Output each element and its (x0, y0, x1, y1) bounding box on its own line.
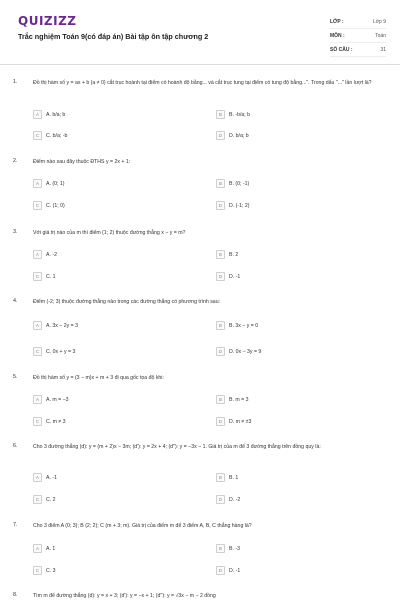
option-a[interactable] (33, 178, 64, 189)
option-text: C. m ≠ 3 (46, 418, 66, 425)
question-number: 3. (13, 229, 18, 235)
option-text: C. 2 (46, 496, 56, 503)
option-letter: A (33, 179, 42, 188)
option-letter: D (216, 417, 225, 426)
option-letter: A (33, 110, 42, 119)
option-text: D. b/a; b (229, 132, 249, 139)
option-letter: C (33, 272, 42, 281)
option-letter: A (33, 250, 42, 259)
option-b[interactable] (216, 320, 258, 331)
meta-value: Toán (375, 32, 386, 39)
option-letter: C (33, 201, 42, 210)
option-d[interactable] (216, 494, 240, 505)
option-b[interactable] (216, 394, 248, 405)
option-text: A. -1 (46, 474, 57, 481)
option-d[interactable] (216, 565, 240, 576)
option-letter: A (33, 544, 42, 553)
option-letter: D (216, 131, 225, 140)
option-letter: D (216, 566, 225, 575)
option-text: A. b/a; b (46, 111, 66, 118)
meta-key: SỐ CÂU : (330, 46, 353, 53)
option-d[interactable] (216, 416, 251, 427)
question-number: 1. (13, 79, 18, 85)
meta-panel (330, 15, 386, 57)
option-b[interactable] (216, 249, 238, 260)
option-letter: A (33, 395, 42, 404)
question-number: 2. (13, 158, 18, 164)
option-text: D. 0x − 3y = 9 (229, 348, 262, 355)
option-d[interactable] (216, 130, 249, 141)
option-c[interactable] (33, 416, 66, 427)
option-letter: D (216, 347, 225, 356)
question-text: Với giá trị nào của m thì điểm (1; 2) thuộc đường thẳng x − y = m? (33, 230, 186, 236)
option-letter: B (216, 321, 225, 330)
option-text: B. 3x − y = 0 (229, 322, 259, 329)
meta-class (330, 15, 386, 29)
option-text: D. m ≠ ±3 (229, 418, 252, 425)
option-letter: B (216, 110, 225, 119)
option-text: D. -1 (229, 273, 241, 280)
option-a[interactable] (33, 249, 57, 260)
option-c[interactable] (33, 346, 75, 357)
option-letter: B (216, 250, 225, 259)
option-letter: C (33, 347, 42, 356)
option-text: B. -b/a; b (229, 111, 251, 118)
question-text: Điểm nào sau đây thuộc ĐTHS y = 2x + 1: (33, 159, 131, 165)
option-text: A. -2 (46, 251, 57, 258)
option-text: D. (-1; 2) (229, 202, 250, 209)
option-a[interactable] (33, 394, 69, 405)
option-c[interactable] (33, 565, 56, 576)
header-divider (0, 64, 400, 65)
option-text: C. (1; 0) (46, 202, 65, 209)
page-title: Trắc nghiệm Toán 9(có đáp án) Bài tập ôn tập chương 2 (18, 32, 209, 41)
option-a[interactable] (33, 543, 55, 554)
option-letter: C (33, 131, 42, 140)
option-letter: B (216, 395, 225, 404)
question-number: 8. (13, 592, 18, 598)
option-text: B. -3 (229, 545, 240, 552)
question-text: Đồ thị hàm số y = (3 − m)x + m + 3 đi qua gốc tọa độ khi: (33, 375, 164, 381)
option-b[interactable] (216, 472, 238, 483)
question-number: 4. (13, 298, 18, 304)
option-letter: D (216, 495, 225, 504)
question-text: Tìm m để đường thẳng (d): y = x + 3; (d'): y = −x + 1; (d''): y = √3x − m − 2 đồng (33, 593, 216, 599)
option-a[interactable] (33, 320, 78, 331)
option-letter: D (216, 201, 225, 210)
option-letter: C (33, 495, 42, 504)
option-c[interactable] (33, 200, 65, 211)
question-text: Điểm (-2; 3) thuộc đường thẳng nào trong các đường thẳng có phương trình sau: (33, 299, 221, 305)
meta-key: LỚP : (330, 18, 344, 25)
option-text: A. (0; 1) (46, 180, 65, 187)
option-a[interactable] (33, 109, 65, 120)
option-text: C. 1 (46, 273, 56, 280)
option-text: B. m = 3 (229, 396, 249, 403)
option-text: C. b/a; -b (46, 132, 68, 139)
option-text: C. 0x + y = 3 (46, 348, 76, 355)
question-number: 7. (13, 522, 18, 528)
option-letter: B (216, 544, 225, 553)
option-b[interactable] (216, 109, 250, 120)
option-d[interactable] (216, 271, 240, 282)
option-c[interactable] (33, 271, 56, 282)
option-text: B. 2 (229, 251, 239, 258)
option-letter: B (216, 473, 225, 482)
option-d[interactable] (216, 346, 261, 357)
option-a[interactable] (33, 472, 57, 483)
option-letter: D (216, 272, 225, 281)
meta-question-count (330, 43, 386, 57)
option-text: A. 1 (46, 545, 56, 552)
option-text: D. -2 (229, 496, 241, 503)
question-text: Đồ thị hàm số y = ax + b (a ≠ 0) cắt trục hoành tại điểm có hoành độ bằng... và cắt trục tung tại điểm có tung độ bằng...". Trong dấu "..." lần lượt là? (33, 80, 372, 86)
option-letter: C (33, 417, 42, 426)
option-text: A. m = −3 (46, 396, 69, 403)
question-text: Cho 3 đường thẳng (d): y = (m + 2)x − 3m; (d'): y = 2x + 4; (d''): y = −3x − 1. Giá trị của m để 3 đường thẳng trên đồng quy là: (33, 444, 321, 450)
option-c[interactable] (33, 130, 67, 141)
question-number: 5. (13, 374, 18, 380)
option-b[interactable] (216, 178, 249, 189)
question-number: 6. (13, 443, 18, 449)
meta-value: Lớp 9 (372, 18, 386, 25)
meta-value: 31 (380, 46, 386, 53)
option-c[interactable] (33, 494, 56, 505)
meta-key: MÔN : (330, 32, 345, 39)
option-text: B. (0; -1) (229, 180, 250, 187)
option-b[interactable] (216, 543, 240, 554)
option-letter: A (33, 321, 42, 330)
option-d[interactable] (216, 200, 249, 211)
meta-subject (330, 29, 386, 43)
option-text: C. 3 (46, 567, 56, 574)
option-letter: C (33, 566, 42, 575)
document-header (0, 0, 400, 68)
option-text: A. 3x − 2y = 3 (46, 322, 79, 329)
question-text: Cho 3 điểm A (0; 3); B (2; 2); C (m + 3; m). Giá trị của điểm m để 3 điểm A, B, C thẳng hàng là? (33, 523, 252, 529)
option-text: D. -1 (229, 567, 241, 574)
quizizz-logo: QUIZIZZ (18, 14, 77, 28)
option-letter: B (216, 179, 225, 188)
option-letter: A (33, 473, 42, 482)
option-text: B. 1 (229, 474, 239, 481)
